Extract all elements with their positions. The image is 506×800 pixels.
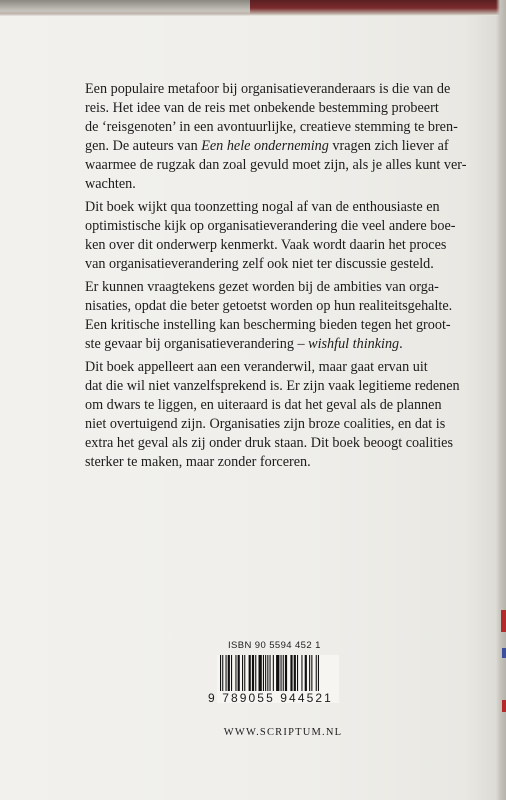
barcode-bar (318, 655, 319, 691)
publisher-website: WWW.SCRIPTUM.NL (223, 727, 343, 738)
blurb-line: dat die wil niet vanzelfsprekend is. Er zijn vaak legitieme redenen (85, 378, 460, 394)
barcode-bar (290, 655, 292, 691)
blurb-line: extra het geval als zij onder druk staan. Dit boek beoogt coalities (85, 435, 453, 451)
blurb-line: Er kunnen vraagtekens gezet worden bij de ambities van orga- (85, 279, 439, 295)
blurb-line: om dwars te liggen, en uiteraard is dat het geval als de plannen (85, 397, 442, 413)
blurb-line: Dit boek appelleert aan een veranderwil, maar gaat ervan uit (85, 359, 428, 375)
edge-color-marks (500, 600, 506, 720)
barcode-bar (238, 655, 240, 691)
barcode-bar (228, 655, 230, 691)
barcode-bars (217, 655, 339, 693)
blurb-line: van organisatieverandering zelf ook niet ter discussie gesteld. (85, 256, 434, 272)
barcode-bar (255, 655, 256, 691)
barcode-bar (231, 655, 232, 691)
barcode-bar (316, 655, 317, 691)
barcode-bar (226, 655, 227, 691)
barcode-bar (311, 655, 312, 691)
blurb-paragraph (85, 358, 460, 472)
barcode-bar (270, 655, 271, 691)
barcode-bar (242, 655, 243, 691)
barcode-bar (267, 655, 268, 691)
barcode-bar (281, 655, 282, 691)
barcode-bar (220, 655, 221, 691)
blurb-paragraph (85, 80, 467, 194)
blurb-line: nisaties, opdat die beter getoetst worden op hun realiteitsgehalte. (85, 298, 453, 314)
barcode-bar (276, 655, 279, 691)
barcode-digits: 9 789055 944521 (208, 691, 333, 705)
barcode-bar (252, 655, 254, 691)
blurb-line: optimistische kijk op organisatieverandering die veel andere boe- (85, 218, 456, 234)
blurb-line: Een kritische instelling kan bescherming bieden tegen het groot- (85, 317, 451, 333)
barcode-bar (305, 655, 307, 691)
blurb-line: wachten. (85, 176, 136, 192)
barcode-bar (249, 655, 251, 691)
blurb-line: sterker te maken, maar zonder forceren. (85, 454, 311, 470)
blurb-line: reis. Het idee van de reis met onbekende bestemming probeert (85, 100, 439, 116)
barcode-bar (235, 655, 236, 691)
blurb-line: ste gevaar bij organisatieverandering – wishful thinking. (85, 336, 403, 352)
barcode-bar (265, 655, 266, 691)
blurb-line: Dit boek wijkt qua toonzetting nogal af van de enthousiaste en (85, 199, 440, 215)
barcode-bar (273, 655, 274, 691)
barcode-bar (263, 655, 264, 691)
barcode-bar (244, 655, 245, 691)
emphasis-text: Een hele onderneming (201, 138, 329, 154)
blurb-line: waarmee de rugzak dan zoal gevuld moet zijn, als je alles kunt ver- (85, 157, 467, 173)
emphasis-text: wishful thinking (308, 336, 400, 352)
barcode-bar (297, 655, 298, 691)
barcode-bar (285, 655, 287, 691)
blurb-line: gen. De auteurs van Een hele onderneming vragen zich liever af (85, 138, 449, 154)
barcode-bar (283, 655, 284, 691)
blurb-text (85, 80, 467, 472)
barcode-bar (294, 655, 296, 691)
top-edge-strip (0, 0, 506, 16)
blurb-line: ken over dit onderwerp kenmerkt. Vaak wordt daarin het proces (85, 237, 447, 253)
barcode-bar (301, 655, 302, 691)
blurb-line: niet overtuigend zijn. Organisaties zijn broze coalities, en dat is (85, 416, 446, 432)
blurb-paragraph (85, 198, 456, 274)
barcode-bar (222, 655, 223, 691)
barcode-bar (259, 655, 262, 691)
blurb-line: Een populaire metafoor bij organisatieveranderaars is die van de (85, 81, 451, 97)
blurb-line: de ‘reisgenoten’ in een avontuurlijke, creatieve stemming te bren- (85, 119, 458, 135)
isbn-number: ISBN 90 5594 452 1 (228, 640, 321, 651)
barcode-bar (309, 655, 310, 691)
blurb-paragraph (85, 278, 453, 354)
